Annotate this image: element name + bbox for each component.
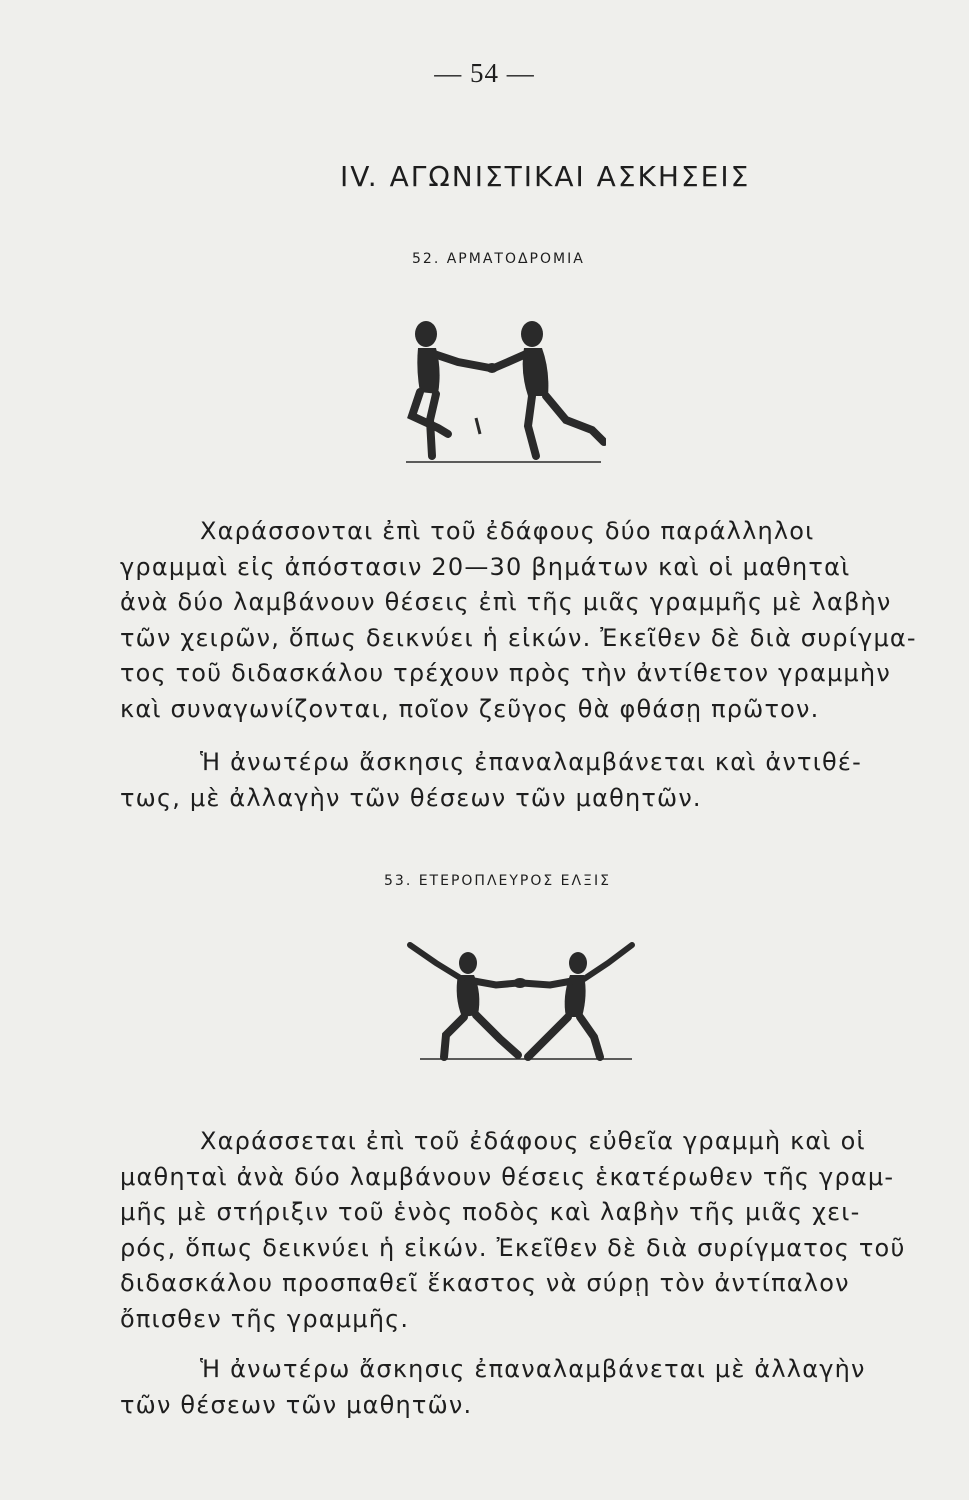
text-line: γραμμαὶ εἰς ἀπόστασιν 20—30 βημάτων καὶ οἱ μαθηταὶ <box>120 552 851 581</box>
text-line: καὶ συναγωνίζονται, ποῖον ζεῦγος θὰ φθάσῃ πρῶτον. <box>120 694 820 723</box>
running-pair-illustration <box>396 310 606 470</box>
text-line: διδασκάλου προσπαθεῖ ἕκαστος νὰ σύρῃ τὸν ἀντίπαλον <box>120 1269 850 1297</box>
text-line: τῶν χειρῶν, ὅπως δεικνύει ἡ εἰκών. Ἐκεῖθεν δὲ διὰ συρίγμα- <box>120 623 917 652</box>
page-number: — 54 — <box>434 58 535 88</box>
text-line: ρός, ὅπως δεικνύει ἡ εἰκών. Ἐκεῖθεν δὲ διὰ συρίγματος τοῦ <box>120 1233 906 1262</box>
text-line: Χαράσσεται ἐπὶ τοῦ ἐδάφους εὐθεῖα γραμμὴ καὶ οἱ <box>200 1127 866 1155</box>
section-53-title: 53. ΕΤΕΡΟΠΛΕΥΡΟΣ ΕΛΞΙΣ <box>384 873 611 889</box>
text-line: Ἡ ἀνωτέρω ἄσκησις ἐπαναλαμβάνεται καὶ ἀντιθέ- <box>200 748 862 776</box>
text-line: μαθηταὶ ἀνὰ δύο λαμβάνουν θέσεις ἑκατέρωθεν τῆς γραμ- <box>120 1162 895 1191</box>
section-53-paragraph-2 <box>120 1352 920 1423</box>
text-line: Ἡ ἀνωτέρω ἄσκησις ἐπαναλαμβάνεται μὲ ἀλλαγὴν <box>200 1355 866 1383</box>
text-line: μῆς μὲ στήριξιν τοῦ ἑνὸς ποδὸς καὶ λαβὴν τῆς μιᾶς χει- <box>120 1198 861 1226</box>
text-line: τως, μὲ ἀλλαγὴν τῶν θέσεων τῶν μαθητῶν. <box>120 783 702 812</box>
chapter-title: IV. ΑΓΩΝΙΣΤΙΚΑΙ ΑΣΚΗΣΕΙΣ <box>340 160 751 193</box>
text-line: τῶν θέσεων τῶν μαθητῶν. <box>120 1390 473 1419</box>
section-52-paragraph-2 <box>120 745 920 816</box>
tug-pair-illustration <box>400 935 640 1070</box>
text-line: ἀνὰ δύο λαμβάνουν θέσεις ἐπὶ τῆς μιᾶς γραμμῆς μὲ λαβὴν <box>120 588 892 616</box>
text-line: τος τοῦ διδασκάλου τρέχουν πρὸς τὴν ἀντίθετον γραμμὴν <box>120 659 891 687</box>
section-53-paragraph-1 <box>120 1124 920 1337</box>
section-52-paragraph-1 <box>120 514 920 727</box>
section-52-title: 52. ΑΡΜΑΤΟΔΡΟΜΙΑ <box>412 251 585 267</box>
text-line: Χαράσσονται ἐπὶ τοῦ ἐδάφους δύο παράλληλοι <box>200 517 815 545</box>
text-line: ὄπισθεν τῆς γραμμῆς. <box>120 1304 410 1333</box>
